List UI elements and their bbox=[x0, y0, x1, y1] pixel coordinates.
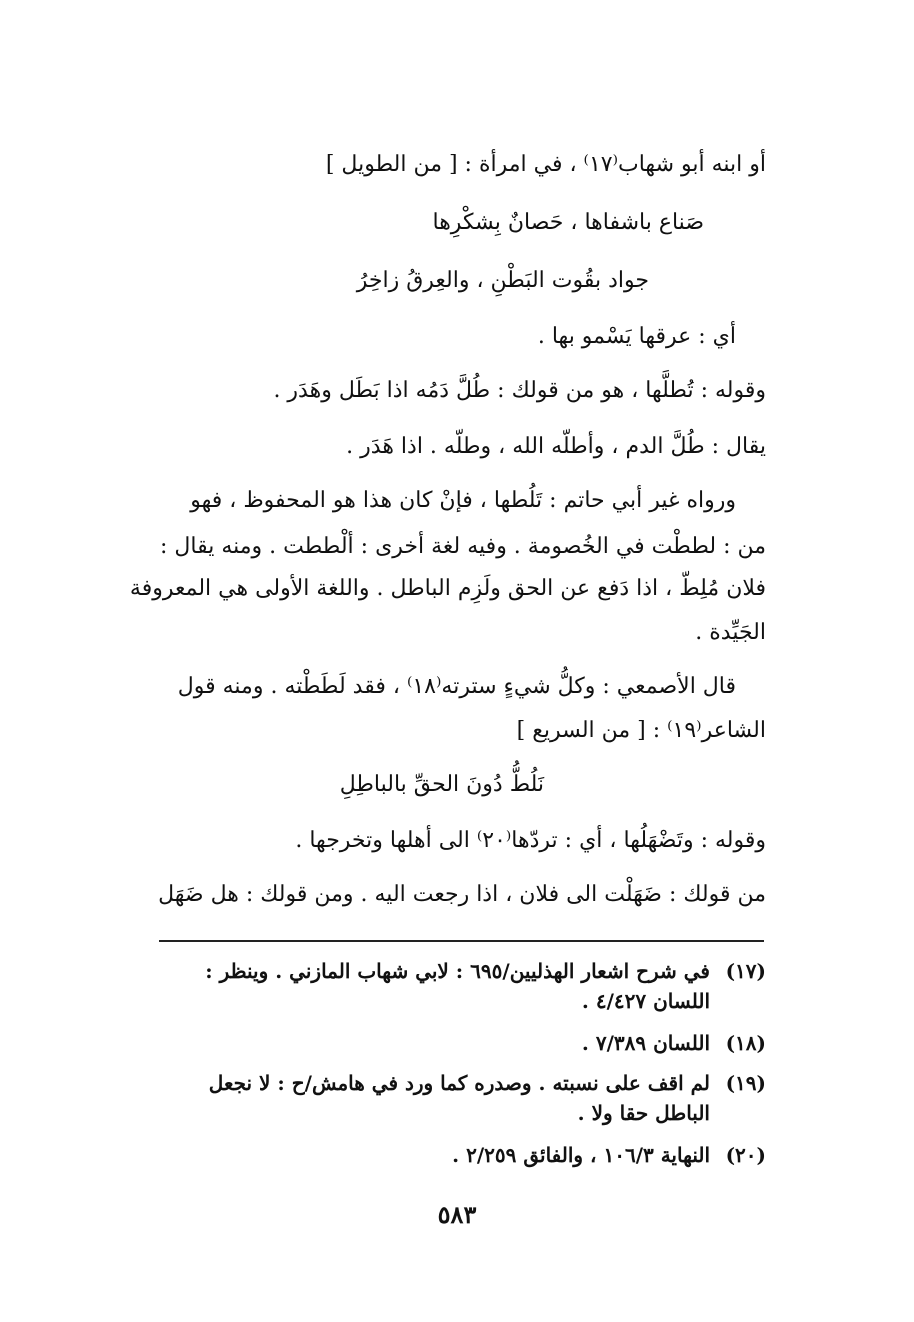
text-line-15: من قولك : ضَهَلْت الى فلان ، اذا رجعت اليه . ومن قولك : هل ضَهَل bbox=[158, 882, 766, 907]
text-line-1: أو ابنه أبو شهاب⁽١٧⁾ ، في امرأة : [ من الطويل ] bbox=[325, 152, 766, 177]
footnote-divider bbox=[159, 940, 764, 942]
text-line-7: ورواه غير أبي حاتم : تَلُطها ، فإنْ كان هذا هو المحفوظ ، فهو bbox=[190, 488, 736, 513]
text-line-11: قال الأصمعي : وكلُّ شيءٍ سترته⁽١٨⁾ ، فقد لَطَطْته . ومنه قول bbox=[177, 674, 736, 699]
footnote-text: في شرح اشعار الهذليين/٦٩٥ : لابي شهاب المازني . وينظر : bbox=[205, 959, 710, 983]
page-number: ٥٨٣ bbox=[437, 1200, 477, 1229]
footnote-text-continued: اللسان ٤/٤٢٧ . bbox=[581, 989, 710, 1013]
footnote-number: (٢٠) bbox=[725, 1143, 766, 1167]
footnote-text: لم اقف على نسبته . وصدره كما ورد في هامش/ح : لا نجعل bbox=[208, 1071, 710, 1095]
text-line-5: وقوله : تُطلَّها ، هو من قولك : طُلَّ دَمُه اذا بَطَل وهَدَر . bbox=[273, 378, 766, 403]
text-line-14: وقوله : وتَضْهَلُها ، أي : تردّها⁽٢٠⁾ الى أهلها وتخرجها . bbox=[295, 828, 766, 853]
footnote-text: النهاية ١٠٦/٣ ، والفائق ٢/٢٥٩ . bbox=[452, 1143, 710, 1167]
verse-line-1: صَناع باشفاها ، حَصانٌ بِشكْرِها bbox=[432, 210, 704, 235]
footnote-number: (١٩) bbox=[725, 1071, 766, 1095]
text-line-10: الجَيِّدة . bbox=[695, 620, 766, 645]
text-line-12: الشاعر⁽١٩⁾ : [ من السريع ] bbox=[516, 718, 766, 743]
text-line-4: أي : عرقها يَسْمو بها . bbox=[537, 324, 736, 349]
footnote-number: (١٧) bbox=[725, 959, 766, 983]
footnote-text: اللسان ٧/٣٨٩ . bbox=[581, 1031, 710, 1055]
footnote-20 bbox=[154, 1140, 766, 1170]
verse-line-2: جواد بقُوت البَطْنِ ، والعِرقُ زاخِرُ bbox=[356, 268, 649, 293]
footnote-text-continued: الباطل حقا ولا . bbox=[577, 1101, 710, 1125]
verse-line-3: نَلُطُّ دُونَ الحقِّ بالباطِلِ bbox=[339, 772, 544, 797]
footnote-18 bbox=[154, 1028, 766, 1058]
footnote-19 bbox=[154, 1068, 766, 1128]
footnote-number: (١٨) bbox=[725, 1031, 766, 1055]
text-line-6: يقال : طُلَّ الدم ، وأطلّه الله ، وطلّه . اذا هَدَر . bbox=[346, 434, 766, 459]
text-line-9: فلان مُلِطّ ، اذا دَفع عن الحق ولَزِم الباطل . واللغة الأولى هي المعروفة bbox=[129, 576, 766, 601]
text-line-8: من : لططْت في الخُصومة . وفيه لغة أخرى : ألْططت . ومنه يقال : bbox=[160, 534, 766, 559]
footnote-17 bbox=[154, 956, 766, 1016]
